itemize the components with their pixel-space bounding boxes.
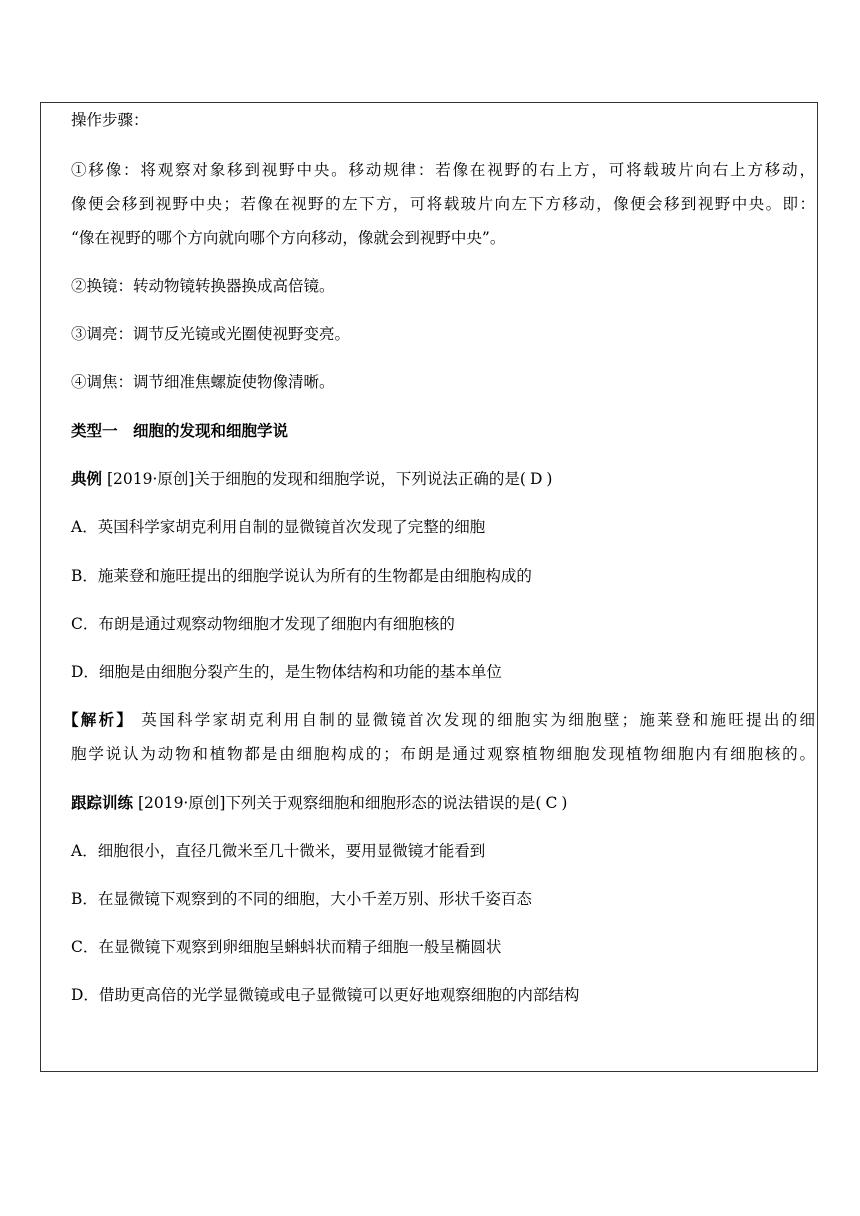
example-stem: [2019·原创]关于细胞的发现和细胞学说，下列说法正确的是( (102, 470, 526, 488)
practice-question (71, 793, 567, 813)
step2-text: ②换镜：转动物镜转换器换成高倍镜。 (71, 277, 335, 295)
steps-heading: 操作步骤： (71, 111, 149, 129)
example-option-a: A．英国科学家胡克利用自制的显微镜首次发现了完整的细胞 (71, 518, 486, 536)
step1-line2: 像便会移到视野中央；若像在视野的左下方，可将载玻片向左下方移动，像便会移到视野中央。即： (71, 195, 815, 213)
step1-line3: “像在视野的哪个方向就向哪个方向移动，像就会到视野中央”。 (71, 229, 506, 247)
example-option-c: C．布朗是通过观察动物细胞才发现了细胞内有细胞核的 (71, 615, 455, 633)
step4-text: ④调焦：调节细准焦螺旋使物像清晰。 (71, 373, 335, 391)
practice-option-b: B．在显微镜下观察到的不同的细胞，大小千差万别、形状千姿百态 (71, 890, 532, 908)
analysis-label: 【解析】 (63, 710, 135, 729)
analysis-line2: 胞学说认为动物和植物都是由细胞构成的；布朗是通过观察植物细胞发现植物细胞内有细胞核的。 (71, 745, 815, 763)
practice-option-c: C．在显微镜下观察到卵细胞呈蝌蚪状而精子细胞一般呈椭圆状 (71, 938, 502, 956)
practice-answer: C (545, 794, 558, 812)
example-question (71, 469, 552, 489)
step1-line1: ①移像：将观察对象移到视野中央。移动规律：若像在视野的右上方，可将载玻片向右上方移动， (71, 161, 815, 179)
example-label: 典例 (71, 469, 103, 488)
practice-stem: [2019·原创]下列关于观察细胞和细胞形态的说法错误的是( (133, 794, 542, 812)
analysis-text-1: 英国科学家胡克利用自制的显微镜首次发现的细胞实为细胞壁；施莱登和施旺提出的细 (134, 711, 815, 729)
practice-close: ) (561, 794, 568, 812)
example-answer: D (529, 470, 543, 488)
practice-label: 跟踪训练 (71, 793, 134, 812)
example-option-b: B．施莱登和施旺提出的细胞学说认为所有的生物都是由细胞构成的 (71, 567, 532, 585)
practice-option-d: D．借助更高倍的光学显微镜或电子显微镜可以更好地观察细胞的内部结构 (71, 986, 580, 1004)
example-close: ) (546, 470, 553, 488)
step3-text: ③调亮：调节反光镜或光圈使视野变亮。 (71, 325, 351, 343)
section-title: 类型一 细胞的发现和细胞学说 (71, 421, 289, 440)
practice-option-a: A．细胞很小，直径几微米至几十微米，要用显微镜才能看到 (71, 842, 486, 860)
example-option-d: D．细胞是由细胞分裂产生的，是生物体结构和功能的基本单位 (71, 663, 502, 681)
analysis-line1 (63, 710, 815, 730)
